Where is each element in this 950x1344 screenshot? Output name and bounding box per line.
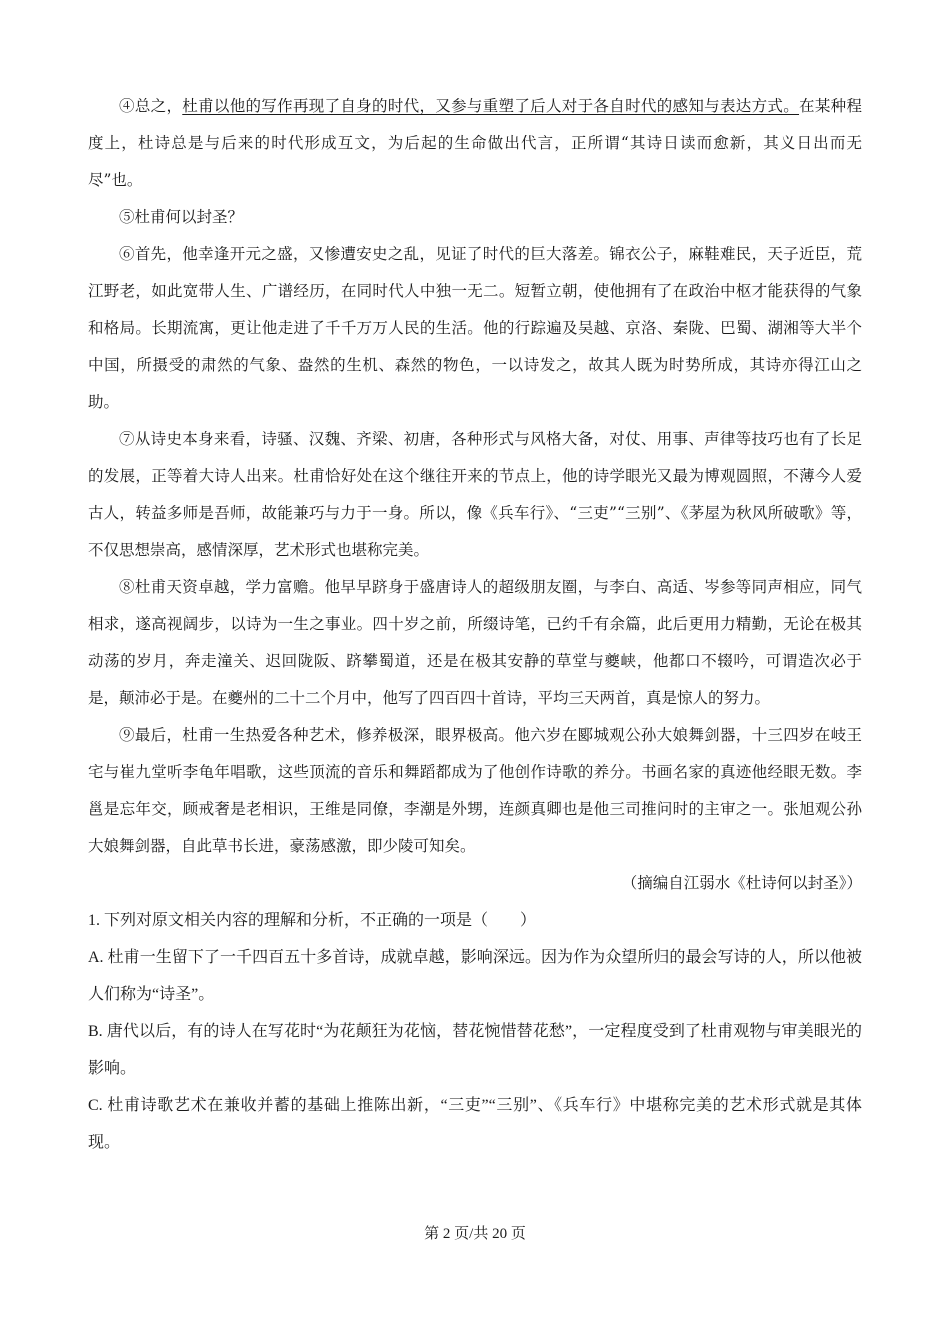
paragraph-7: ⑦从诗史本身来看，诗骚、汉魏、齐梁、初唐，各种形式与风格大备，对仗、用事、声律等技巧也有了长足的发展，正等着大诗人出来。杜甫恰好处在这个继往开来的节点上，他的诗学眼光又最为博观圆照，不薄今人爱古人，转益多师是吾师，故能兼巧与力于一身。所以，像《兵车行》、“三吏”“三别”、《茅屋为秋风所破歌》等，不仅思想崇高，感情深厚，艺术形式也堪称完美。 [88,430,862,559]
paragraph-5: ⑤杜甫何以封圣？ [119,208,244,226]
option-c: C. 杜甫诗歌艺术在兼收并蓄的基础上推陈出新，“三吏”“三别”、《兵车行》中堪称完美的艺术形式就是其体现。 [88,1097,862,1151]
source-citation: （摘编自江弱水《杜诗何以封圣》） [621,874,862,892]
paragraph-4-rest: 在某种程度上，杜诗总是与后来的时代形成互文，为后起的生命做出代言，正所谓“其诗日读而愈新，其义日出而无尽”也。 [88,97,862,189]
paragraph-4 [88,88,862,199]
paragraph-4-prefix: ④总之， [119,97,183,115]
option-b: B. 唐代以后，有的诗人在写花时“为花颠狂为花恼，替花惋惜替花愁”，一定程度受到了杜甫观物与审美眼光的影响。 [88,1023,862,1077]
underlined-sentence: 杜甫以他的写作再现了自身的时代，又参与重塑了后人对于各自时代的感知与表达方式。 [182,97,800,115]
article-body [88,88,862,1161]
option-a: A. 杜甫一生留下了一千四百五十多首诗，成就卓越，影响深远。因为作为众望所归的最会写诗的人，所以他被人们称为“诗圣”。 [88,949,862,1003]
page-number-footer: 第 2 页/共 20 页 [424,1226,526,1242]
paragraph-6: ⑥首先，他幸逢开元之盛，又惨遭安史之乱，见证了时代的巨大落差。锦衣公子，麻鞋难民，天子近臣，荒江野老，如此宽带人生、广谱经历，在同时代人中独一无二。短暂立朝，使他拥有了在政治中枢才能获得的气象和格局。长期流寓，更让他走进了千千万万人民的生活。他的行踪遍及吴越、京洛、秦陇、巴蜀、湖湘等大半个中国，所摄受的肃然的气象、盎然的生机、森然的物色，一以诗发之，故其人既为时势所成，其诗亦得江山之助。 [88,245,862,411]
paragraph-9: ⑨最后，杜甫一生热爱各种艺术，修养极深，眼界极高。他六岁在郾城观公孙大娘舞剑器，十三四岁在岐王宅与崔九堂听李龟年唱歌，这些顶流的音乐和舞蹈都成为了他创作诗歌的养分。书画名家的真迹他经眼无数。李邕是忘年交，顾戒奢是老相识，王维是同僚，李潮是外甥，连颜真卿也是他三司推问时的主审之一。张旭观公孙大娘舞剑器，自此草书长进，豪荡感激，即少陵可知矣。 [88,726,862,855]
paragraph-8: ⑧杜甫天资卓越，学力富赡。他早早跻身于盛唐诗人的超级朋友圈，与李白、高适、岑参等同声相应，同气相求，遂高视阔步，以诗为一生之事业。四十岁之前，所缀诗笔，已约千有余篇，此后更用力精勤，无论在极其动荡的岁月，奔走潼关、迟回陇阪、跻攀蜀道，还是在极其安静的草堂与夔峡，他都口不辍吟，可谓造次必于是，颠沛必于是。在夔州的二十二个月中，他写了四百四十首诗，平均三天两首，真是惊人的努力。 [88,578,862,707]
question-stem: 1. 下列对原文相关内容的理解和分析，不正确的一项是（ ） [88,912,537,929]
